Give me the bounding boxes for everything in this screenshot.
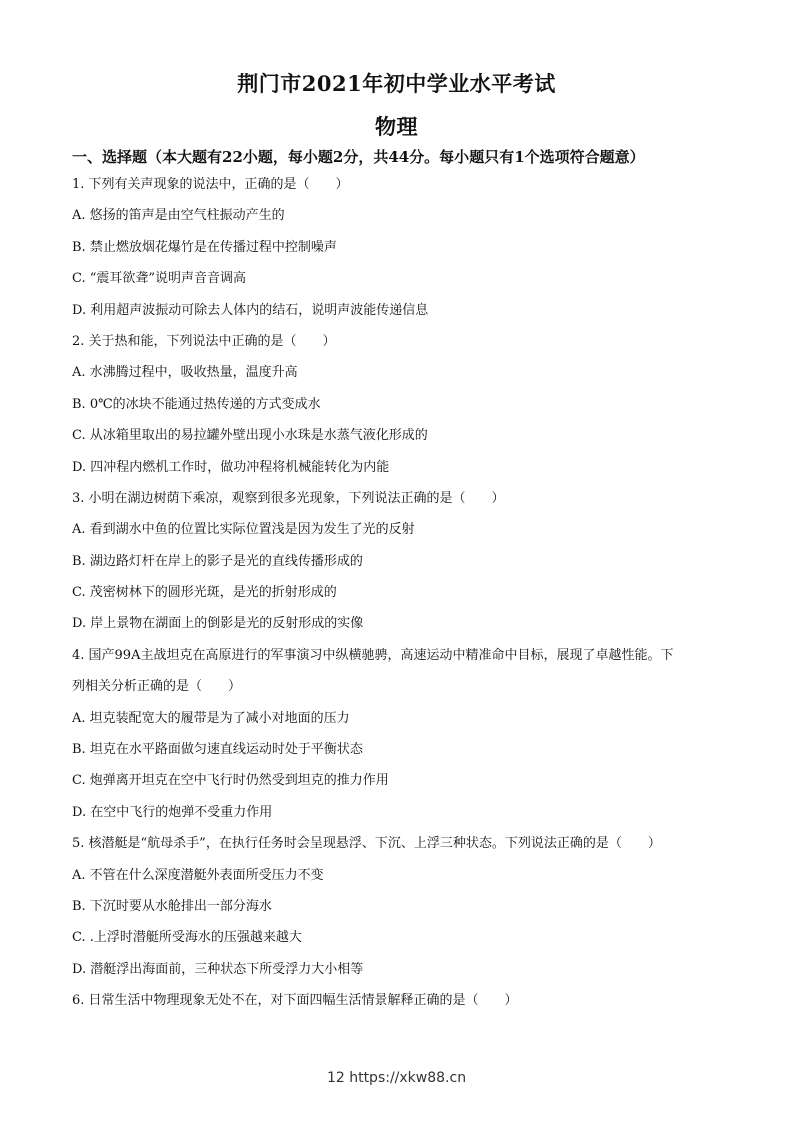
question-stem: 5. 核潜艇是“航母杀手”，在执行任务时会呈现悬浮、下沉、上浮三种状态。下列说法正确的是（ ） — [72, 836, 661, 852]
question-stem: 1. 下列有关声现象的说法中，正确的是（ ） — [72, 177, 349, 192]
page-footer: 12 https://xkw88.cn — [326, 1070, 467, 1086]
question-list — [72, 171, 727, 1019]
answer-option: A. 悠扬的笛声是由空气柱振动产生的 — [72, 208, 285, 224]
answer-option: D. 岸上景物在湖面上的倒影是光的反射形成的实像 — [72, 616, 364, 632]
answer-option: B. 湖边路灯杆在岸上的影子是光的直线传播形成的 — [72, 553, 363, 569]
answer-option: D. 利用超声波振动可除去人体内的结石，说明声波能传递信息 — [72, 302, 429, 318]
answer-option: B. 坦克在水平路面做匀速直线运动时处于平衡状态 — [72, 742, 363, 758]
question-stem: 3. 小明在湖边树荫下乘凉，观察到很多光现象，下列说法正确的是（ ） — [72, 490, 505, 506]
question-stem: 4. 国产99A主战坦克在高原进行的军事演习中纵横驰骋，高速运动中精准命中目标，展现了卓越性能。下 — [72, 647, 674, 663]
section-heading: 一、选择题（本大题有22小题，每小题2分，共44分。每小题只有1个选项符合题意） — [72, 148, 645, 166]
answer-option: D. 在空中飞行的炮弹不受重力作用 — [72, 804, 273, 820]
answer-option: C. .上浮时潜艇所受海水的压强越来越大 — [72, 930, 302, 946]
answer-option: C. 茂密树林下的圆形光斑，是光的折射形成的 — [72, 585, 337, 601]
answer-option: B. 禁止燃放烟花爆竹是在传播过程中控制噪声 — [72, 239, 337, 255]
question-stem: 6. 日常生活中物理现象无处不在，对下面四幅生活情景解释正确的是（ ） — [72, 993, 518, 1009]
answer-option: A. 水沸腾过程中，吸收热量，温度升高 — [72, 365, 298, 381]
answer-option: D. 潜艇浮出海面前，三种状态下所受浮力大小相等 — [72, 961, 364, 977]
answer-option: C. 从冰箱里取出的易拉罐外壁出现小水珠是水蒸气液化形成的 — [72, 428, 428, 444]
answer-option: C. 炮弹离开坦克在空中飞行时仍然受到坦克的推力作用 — [72, 773, 389, 789]
answer-option: A. 不管在什么深度潜艇外表面所受压力不变 — [72, 867, 324, 883]
answer-option: B. 下沉时要从水舱排出一部分海水 — [72, 898, 272, 914]
question-stem: 2. 关于热和能，下列说法中正确的是（ ） — [72, 333, 336, 349]
exam-title: 荆门市2021年初中学业水平考试 — [237, 71, 556, 96]
answer-option: A. 看到湖水中鱼的位置比实际位置浅是因为发生了光的反射 — [72, 522, 415, 538]
subject-title: 物理 — [375, 114, 418, 139]
question-line: 列相关分析正确的是（ ） — [72, 679, 242, 695]
answer-option: B. 0℃的冰块不能通过热传递的方式变成水 — [72, 396, 321, 412]
answer-option: C. “震耳欲聋”说明声音音调高 — [72, 271, 247, 287]
answer-option: D. 四冲程内燃机工作时，做功冲程将机械能转化为内能 — [72, 459, 390, 475]
answer-option: A. 坦克装配宽大的履带是为了减小对地面的压力 — [72, 710, 350, 726]
